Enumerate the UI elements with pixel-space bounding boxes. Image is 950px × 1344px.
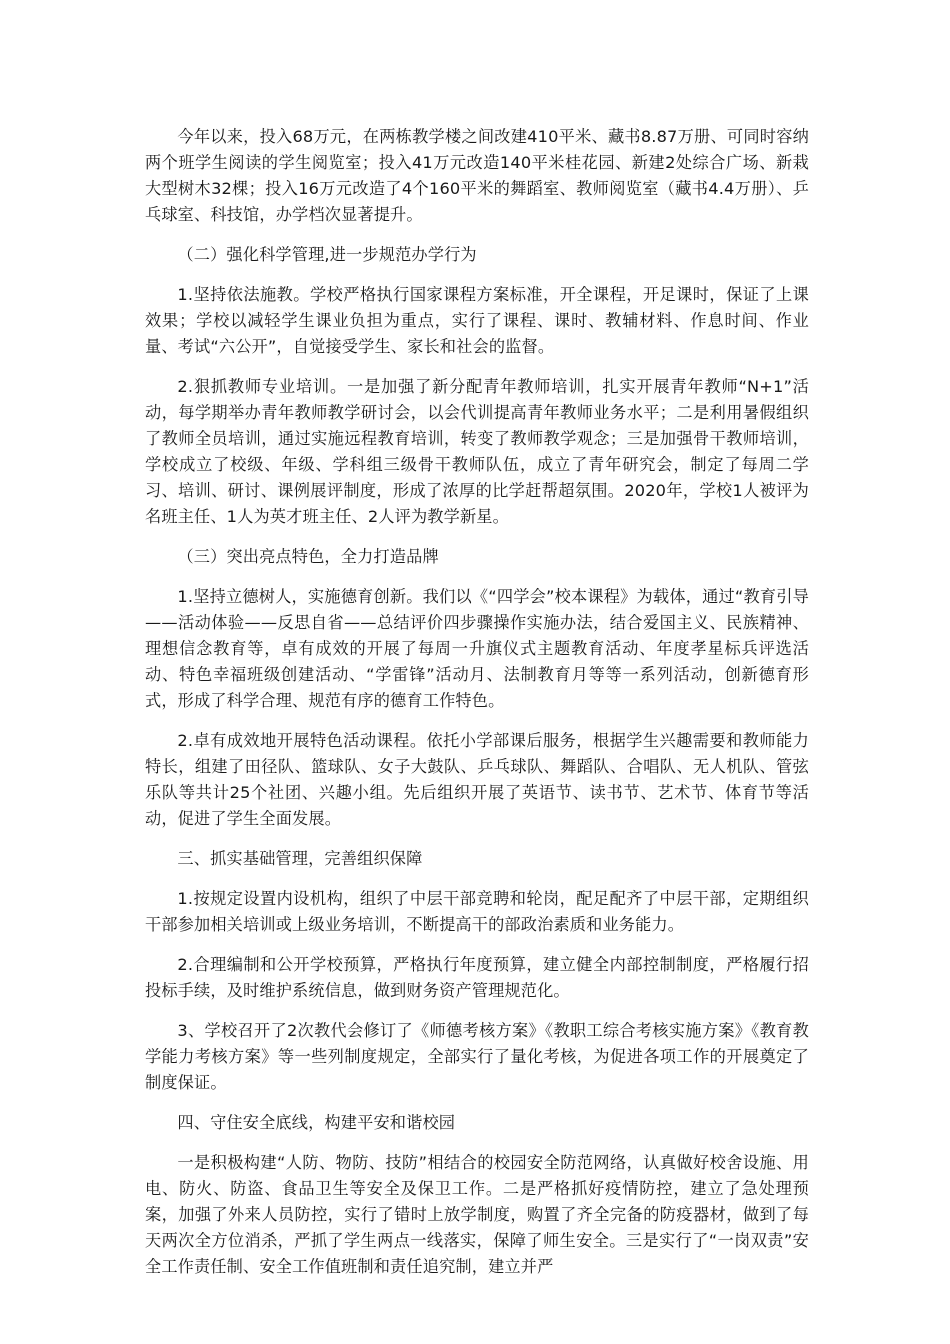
paragraph-teacher-training: 2.狠抓教师专业培训。一是加强了新分配青年教师培训，扎实开展青年教师“N+1”活动，每学期举办青年教师教学研讨会，以会代训提高青年教师业务水平；二是利用暑假组织了教师全员培训，通过实施远程教育培训，转变了教师教学观念；三是加强骨干教师培训，学校成立了校级、年级、学科组三级骨干教师队伍，成立了青年研究会，制定了每周二学习、培训、研讨、课例展评制度，形成了浓厚的比学赶帮超氛围。2020年，学校1人被评为名班主任、1人为英才班主任、2人评为教学新星。 <box>145 377 809 526</box>
paragraph-internal-organization: 1.按规定设置内设机构，组织了中层干部竞聘和轮岗，配足配齐了中层干部，定期组织干部参加相关培训或上级业务培训，不断提高干的部政治素质和业务能力。 <box>145 889 809 934</box>
paragraph-activity-courses: 2.卓有成效地开展特色活动课程。依托小学部课后服务，根据学生兴趣需要和教师能力特长，组建了田径队、篮球队、女子大鼓队、乒乓球队、舞蹈队、合唱队、无人机队、管弦乐队等共计25个社团、兴趣小组。先后组织开展了英语节、读书节、艺术节、体育节等活动，促进了学生全面发展。 <box>145 731 809 828</box>
paragraph-moral-education: 1.坚持立德树人，实施德育创新。我们以《“四学会”校本课程》为载体，通过“教育引导——活动体验——反思自省——总结评价四步骤操作实施办法，结合爱国主义、民族精神、理想信念教育等，卓有成效的开展了每周一升旗仪式主题教育活动、年度孝星标兵评选活动、特色幸福班级创建活动、“学雷锋”活动月、法制教育月等等一系列活动，创新德育形式，形成了科学合理、规范有序的德育工作特色。 <box>145 587 809 710</box>
section-heading-basic-management: 三、抓实基础管理，完善组织保障 <box>177 849 423 868</box>
section-heading-management: （二）强化科学管理,进一步规范办学行为 <box>177 245 477 264</box>
section-heading-safety: 四、守住安全底线，构建平安和谐校园 <box>177 1113 456 1132</box>
section-heading-features: （三）突出亮点特色，全力打造品牌 <box>177 547 439 566</box>
document-page <box>145 124 809 1294</box>
paragraph-campus-safety: 一是积极构建“人防、物防、技防”相结合的校园安全防范网络，认真做好校舍设施、用电、防火、防盗、食品卫生等安全及保卫工作。二是严格抓好疫情防控，建立了急处理预案，加强了外来人员防控，实行了错时上放学制度，购置了齐全完备的防疫器材，做到了每天两次全方位消杀，严抓了学生两点一线落实，保障了师生安全。三是实行了“一岗双责”安全工作责任制、安全工作值班制和责任追究制，建立并严 <box>145 1153 809 1276</box>
paragraph-facility-investment: 今年以来，投入68万元，在两栋教学楼之间改建410平米、藏书8.87万册、可同时容纳两个班学生阅读的学生阅览室；投入41万元改造140平米桂花园、新建2处综合广场、新栽大型树木32棵；投入16万元改造了4个160平米的舞蹈室、教师阅览室（藏书4.4万册）、乒乓球室、科技馆，办学档次显著提升。 <box>145 127 809 224</box>
paragraph-staff-congress: 3、学校召开了2次教代会修订了《师德考核方案》《教职工综合考核实施方案》《教育教学能力考核方案》等一些列制度规定，全部实行了量化考核，为促进各项工作的开展奠定了制度保证。 <box>145 1021 809 1092</box>
paragraph-budget: 2.合理编制和公开学校预算，严格执行年度预算，建立健全内部控制制度，严格履行招投标手续，及时维护系统信息，做到财务资产管理规范化。 <box>145 955 809 1000</box>
paragraph-lawful-teaching: 1.坚持依法施教。学校严格执行国家课程方案标准，开全课程，开足课时，保证了上课效果；学校以减轻学生课业负担为重点，实行了课程、课时、教辅材料、作息时间、作业量、考试“六公开”，自觉接受学生、家长和社会的监督。 <box>145 285 809 356</box>
